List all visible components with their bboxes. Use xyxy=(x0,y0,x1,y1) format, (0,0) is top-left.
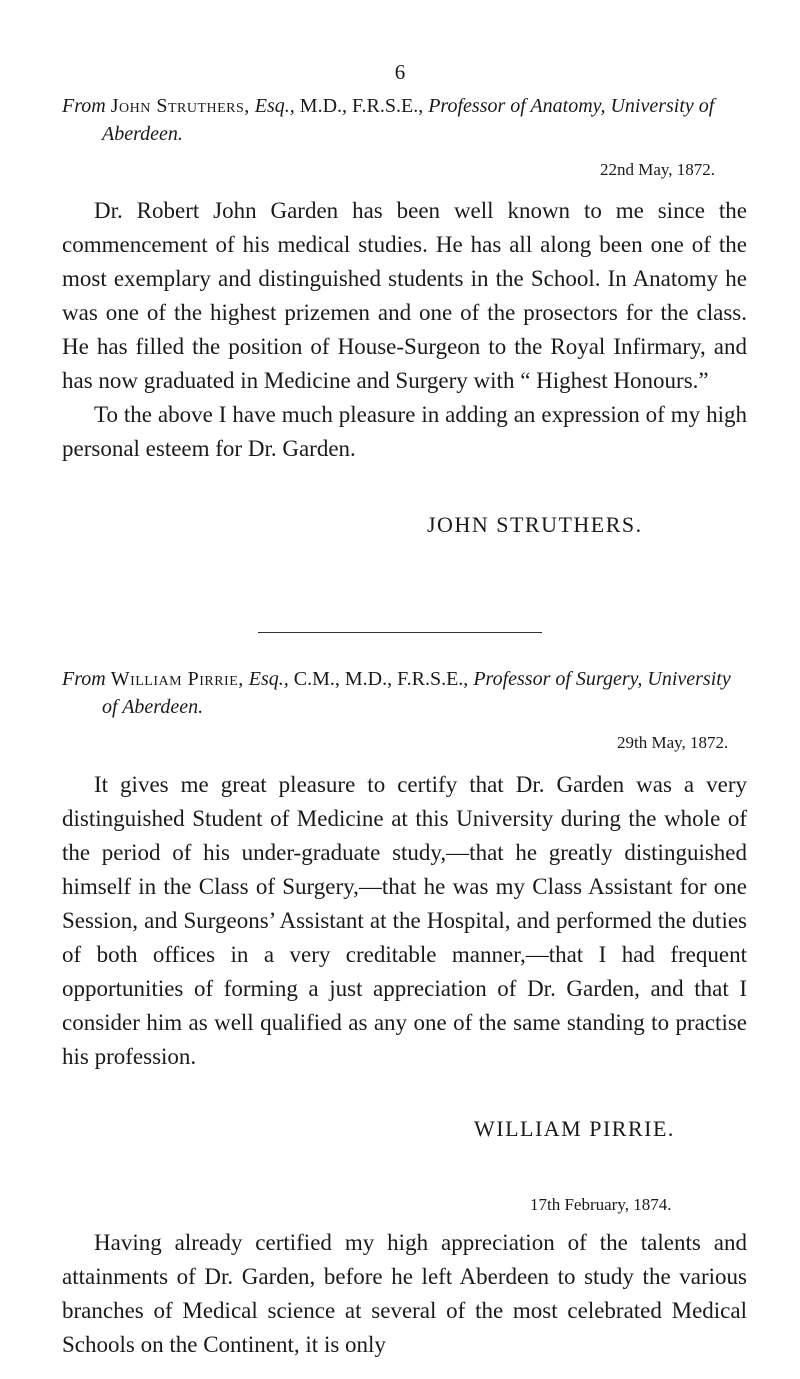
letter-1-esq: Esq., xyxy=(249,95,295,117)
letter-3-body xyxy=(62,1226,747,1362)
letter-3-date: 17th February, 1874. xyxy=(530,1195,672,1214)
letter-2-date: 29th May, 1872. xyxy=(617,733,729,752)
letter-2-qualifications: C.M., M.D., F.R.S.E., xyxy=(288,668,469,690)
letter-1-date: 22nd May, 1872. xyxy=(600,160,716,179)
letter-1-author-name: John Struthers, xyxy=(110,95,250,117)
letter-1-header xyxy=(62,92,747,148)
letter-1-signature: JOHN STRUTHERS. xyxy=(427,512,643,537)
letter-3-paragraph: Having already certified my high appreciation of the talents and attainments of Dr. Garden, before he left Aberdeen to study the various branches of Medical science at several of the most celebrated Medical Schools on the Continent, it is only xyxy=(62,1230,747,1357)
section-divider xyxy=(258,632,542,633)
letter-2-header xyxy=(62,665,747,721)
letter-1-from: From xyxy=(62,95,111,117)
letter-2-signature: WILLIAM PIRRIE. xyxy=(474,1116,675,1141)
letter-2-body xyxy=(62,768,747,1074)
letter-1-body xyxy=(62,194,747,466)
page-number: 6 xyxy=(394,60,406,84)
letter-1-qualifications: M.D., F.R.S.E., xyxy=(294,95,424,117)
letter-1-paragraph: Dr. Robert John Garden has been well known to me since the commencement of his medical studies. He has all along been one of the most exemplary and distinguished students in the School. In Anatomy he was one of the highest prizemen and one of the prosectors for the class. He has filled the position of House-Surgeon to the Royal Infirmary, and has now graduated in Medicine and Surgery with “ Highest Honours.” xyxy=(62,198,747,393)
letter-1-role: Professor of Anatomy, University of Aberdeen. xyxy=(102,95,715,145)
letter-2-from: From xyxy=(62,668,111,690)
letter-2-esq: Esq., xyxy=(243,668,289,690)
letter-2-author-name: William Pirrie, xyxy=(110,668,244,690)
letter-2-paragraph: It gives me great pleasure to certify that Dr. Garden was a very distinguished Student of Medicine at this University during the whole of the period of his under-graduate study,—that he greatly distinguished himself in the Class of Surgery,—that he was my Class Assistant for one Session, and Surgeons’ Assistant at the Hospital, and performed the duties of both offices in a very creditable manner,—that I had frequent opportunities of forming a just appreciation of Dr. Garden, and that I consider him as well qualified as any one of the same standing to practise his profession. xyxy=(62,772,747,1069)
letter-1-paragraph: To the above I have much pleasure in adding an expression of my high personal esteem for Dr. Garden. xyxy=(62,402,747,461)
letter-2-role: Professor of Surgery, University of Aberdeen. xyxy=(102,668,731,718)
